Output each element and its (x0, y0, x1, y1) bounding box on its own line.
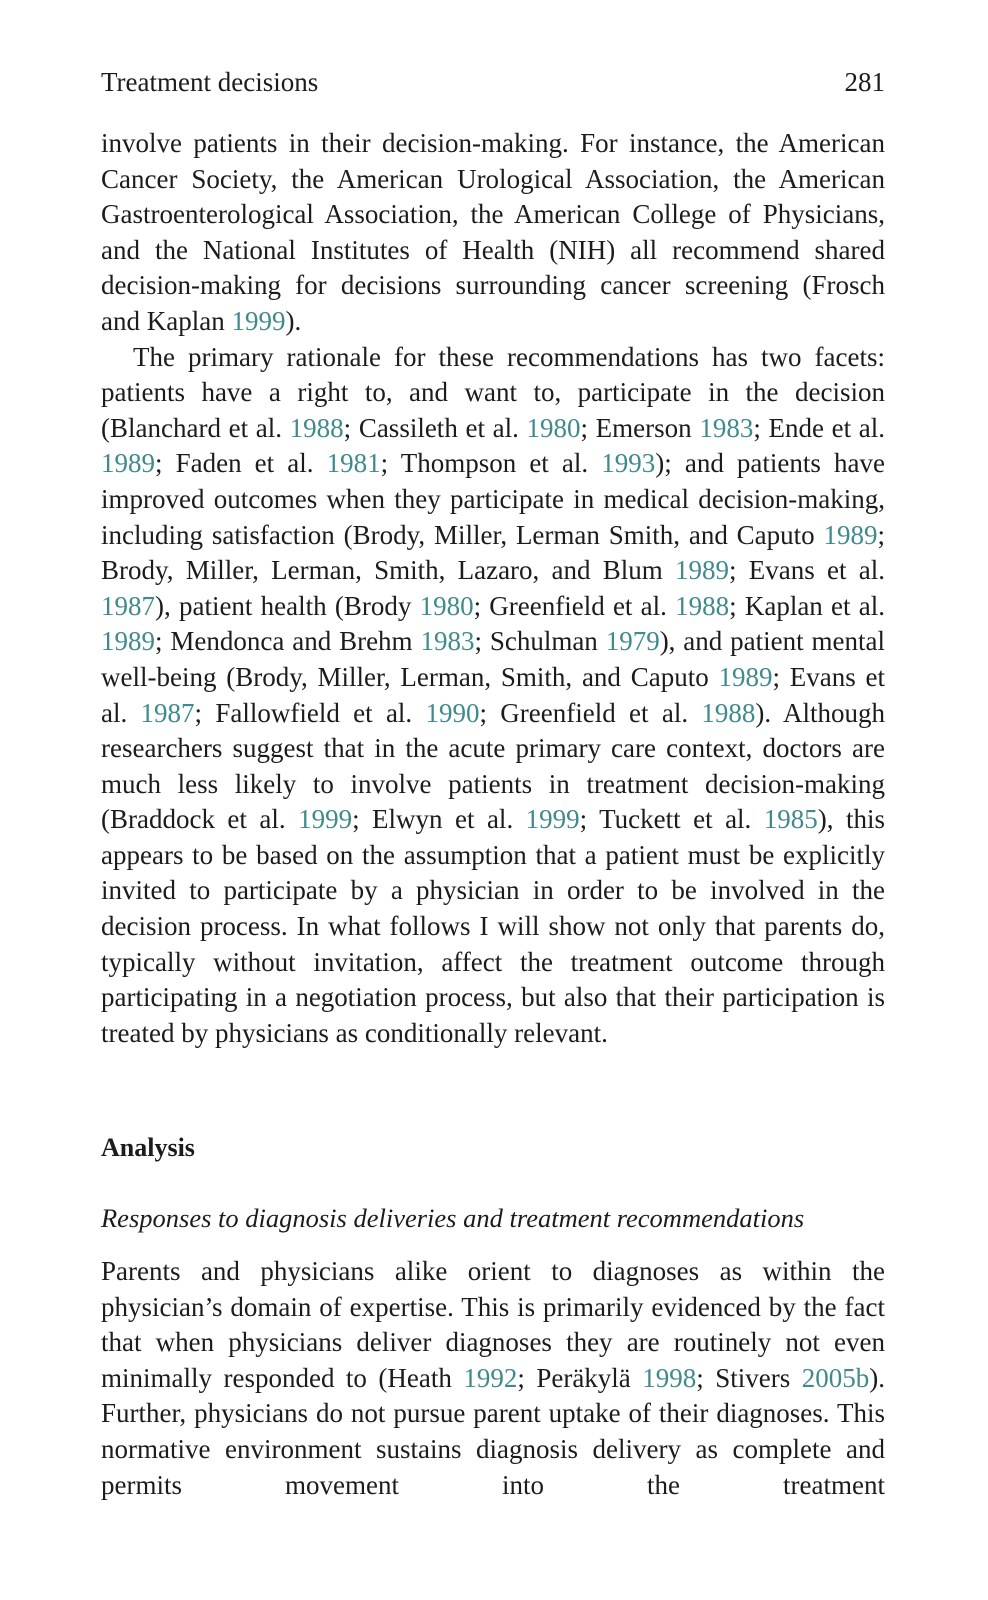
citation-link[interactable]: 1998 (642, 1362, 697, 1393)
subsection-heading: Responses to diagnosis deliveries and treatment recommendations (101, 1203, 805, 1233)
citation-link[interactable]: 1987 (140, 697, 195, 728)
section-heading: Analysis (101, 1133, 195, 1162)
citation-link[interactable]: 1981 (326, 448, 381, 479)
body-text-upper (101, 126, 885, 1051)
citation-link[interactable]: 1979 (605, 626, 660, 657)
citation-link[interactable]: 1987 (101, 590, 155, 621)
citation-link[interactable]: 2005b (801, 1362, 870, 1393)
paragraph-diagnosis: Parents and physicians alike orient to diagnoses as within the physician’s domain of expertise. This is primarily evidenced by the fact that when physicians deliver diagnoses they are routinely not even minimally responded to (Heath 1992; Peräkylä 1998; Stivers 2005b). Further, physicians do not pursue parent uptake of their diagnoses. This normative environment sustains diagnosis delivery as complete and permits movement into the treatment (101, 1256, 885, 1500)
citation-link[interactable]: 1999 (298, 804, 353, 835)
citation-link[interactable]: 1989 (823, 519, 878, 550)
paragraph-rationale: The primary rationale for these recommendations has two facets: patients have a right to, and want to, participate in the decision (Blanchard et al. 1988; Cassileth et al. 1980; Emerson 1983; Ende et al. 1989; Faden et al. 1981; Thompson et al. 1993); and patients have improved outcomes when they participate in medical decision-making, including satisfaction (Brody, Miller, Lerman Smith, and Caputo 1989; Brody, Miller, Lerman, Smith, Lazaro, and Blum 1989; Evans et al. 1987), patient health (Brody 1980; Greenfield et al. 1988; Kaplan et al. 1989; Mendonca and Brehm 1983; Schulman 1979), and patient mental well-being (Brody, Miller, Lerman, Smith, and Caputo 1989; Evans et al. 1987; Fallowfield et al. 1990; Greenfield et al. 1988). Although researchers suggest that in the acute primary care context, doctors are much less likely to involve patients in treatment decision-making (Braddock et al. 1999; Elwyn et al. 1999; Tuckett et al. 1985), this appears to be based on the assumption that a patient must be explicitly invited to participate by a physician in order to be involved in the decision process. In what follows I will show not only that parents do, typically without invitation, affect the treatment outcome through participating in a negotiation process, but also that their participation is treated by physicians as conditionally relevant. (101, 341, 886, 1048)
running-head-title: Treatment decisions (101, 67, 319, 97)
citation-link[interactable]: 1989 (718, 661, 773, 692)
citation-link[interactable]: 1988 (675, 590, 730, 621)
citation-link[interactable]: 1993 (601, 448, 656, 479)
citation-link[interactable]: 1980 (526, 412, 581, 443)
citation-link[interactable]: 1992 (463, 1362, 518, 1393)
citation-link[interactable]: 1980 (419, 590, 474, 621)
body-text-lower (101, 1254, 885, 1503)
citation-link[interactable]: 1989 (101, 626, 155, 657)
citation-link[interactable]: 1988 (701, 697, 756, 728)
citation-link[interactable]: 1989 (675, 555, 730, 586)
citation-link[interactable]: 1983 (420, 626, 475, 657)
citation-link[interactable]: 1999 (525, 804, 580, 835)
paragraph-continued: involve patients in their decision-making. For instance, the American Cancer Society, the American Urological Association, the American Gastroenterological Association, the American College of Physicians, and the National Institutes of Health (NIH) all recommend shared decision-making for decisions surrounding cancer screening (Frosch and Kaplan 1999). (101, 128, 885, 336)
citation-link[interactable]: 1990 (425, 697, 480, 728)
citation-link[interactable]: 1985 (763, 804, 818, 835)
citation-link[interactable]: 1999 (231, 305, 286, 336)
citation-link[interactable]: 1988 (289, 412, 344, 443)
page-number: 281 (844, 67, 885, 97)
citation-link[interactable]: 1983 (699, 412, 754, 443)
citation-link[interactable]: 1989 (101, 448, 155, 479)
running-head (101, 64, 885, 100)
